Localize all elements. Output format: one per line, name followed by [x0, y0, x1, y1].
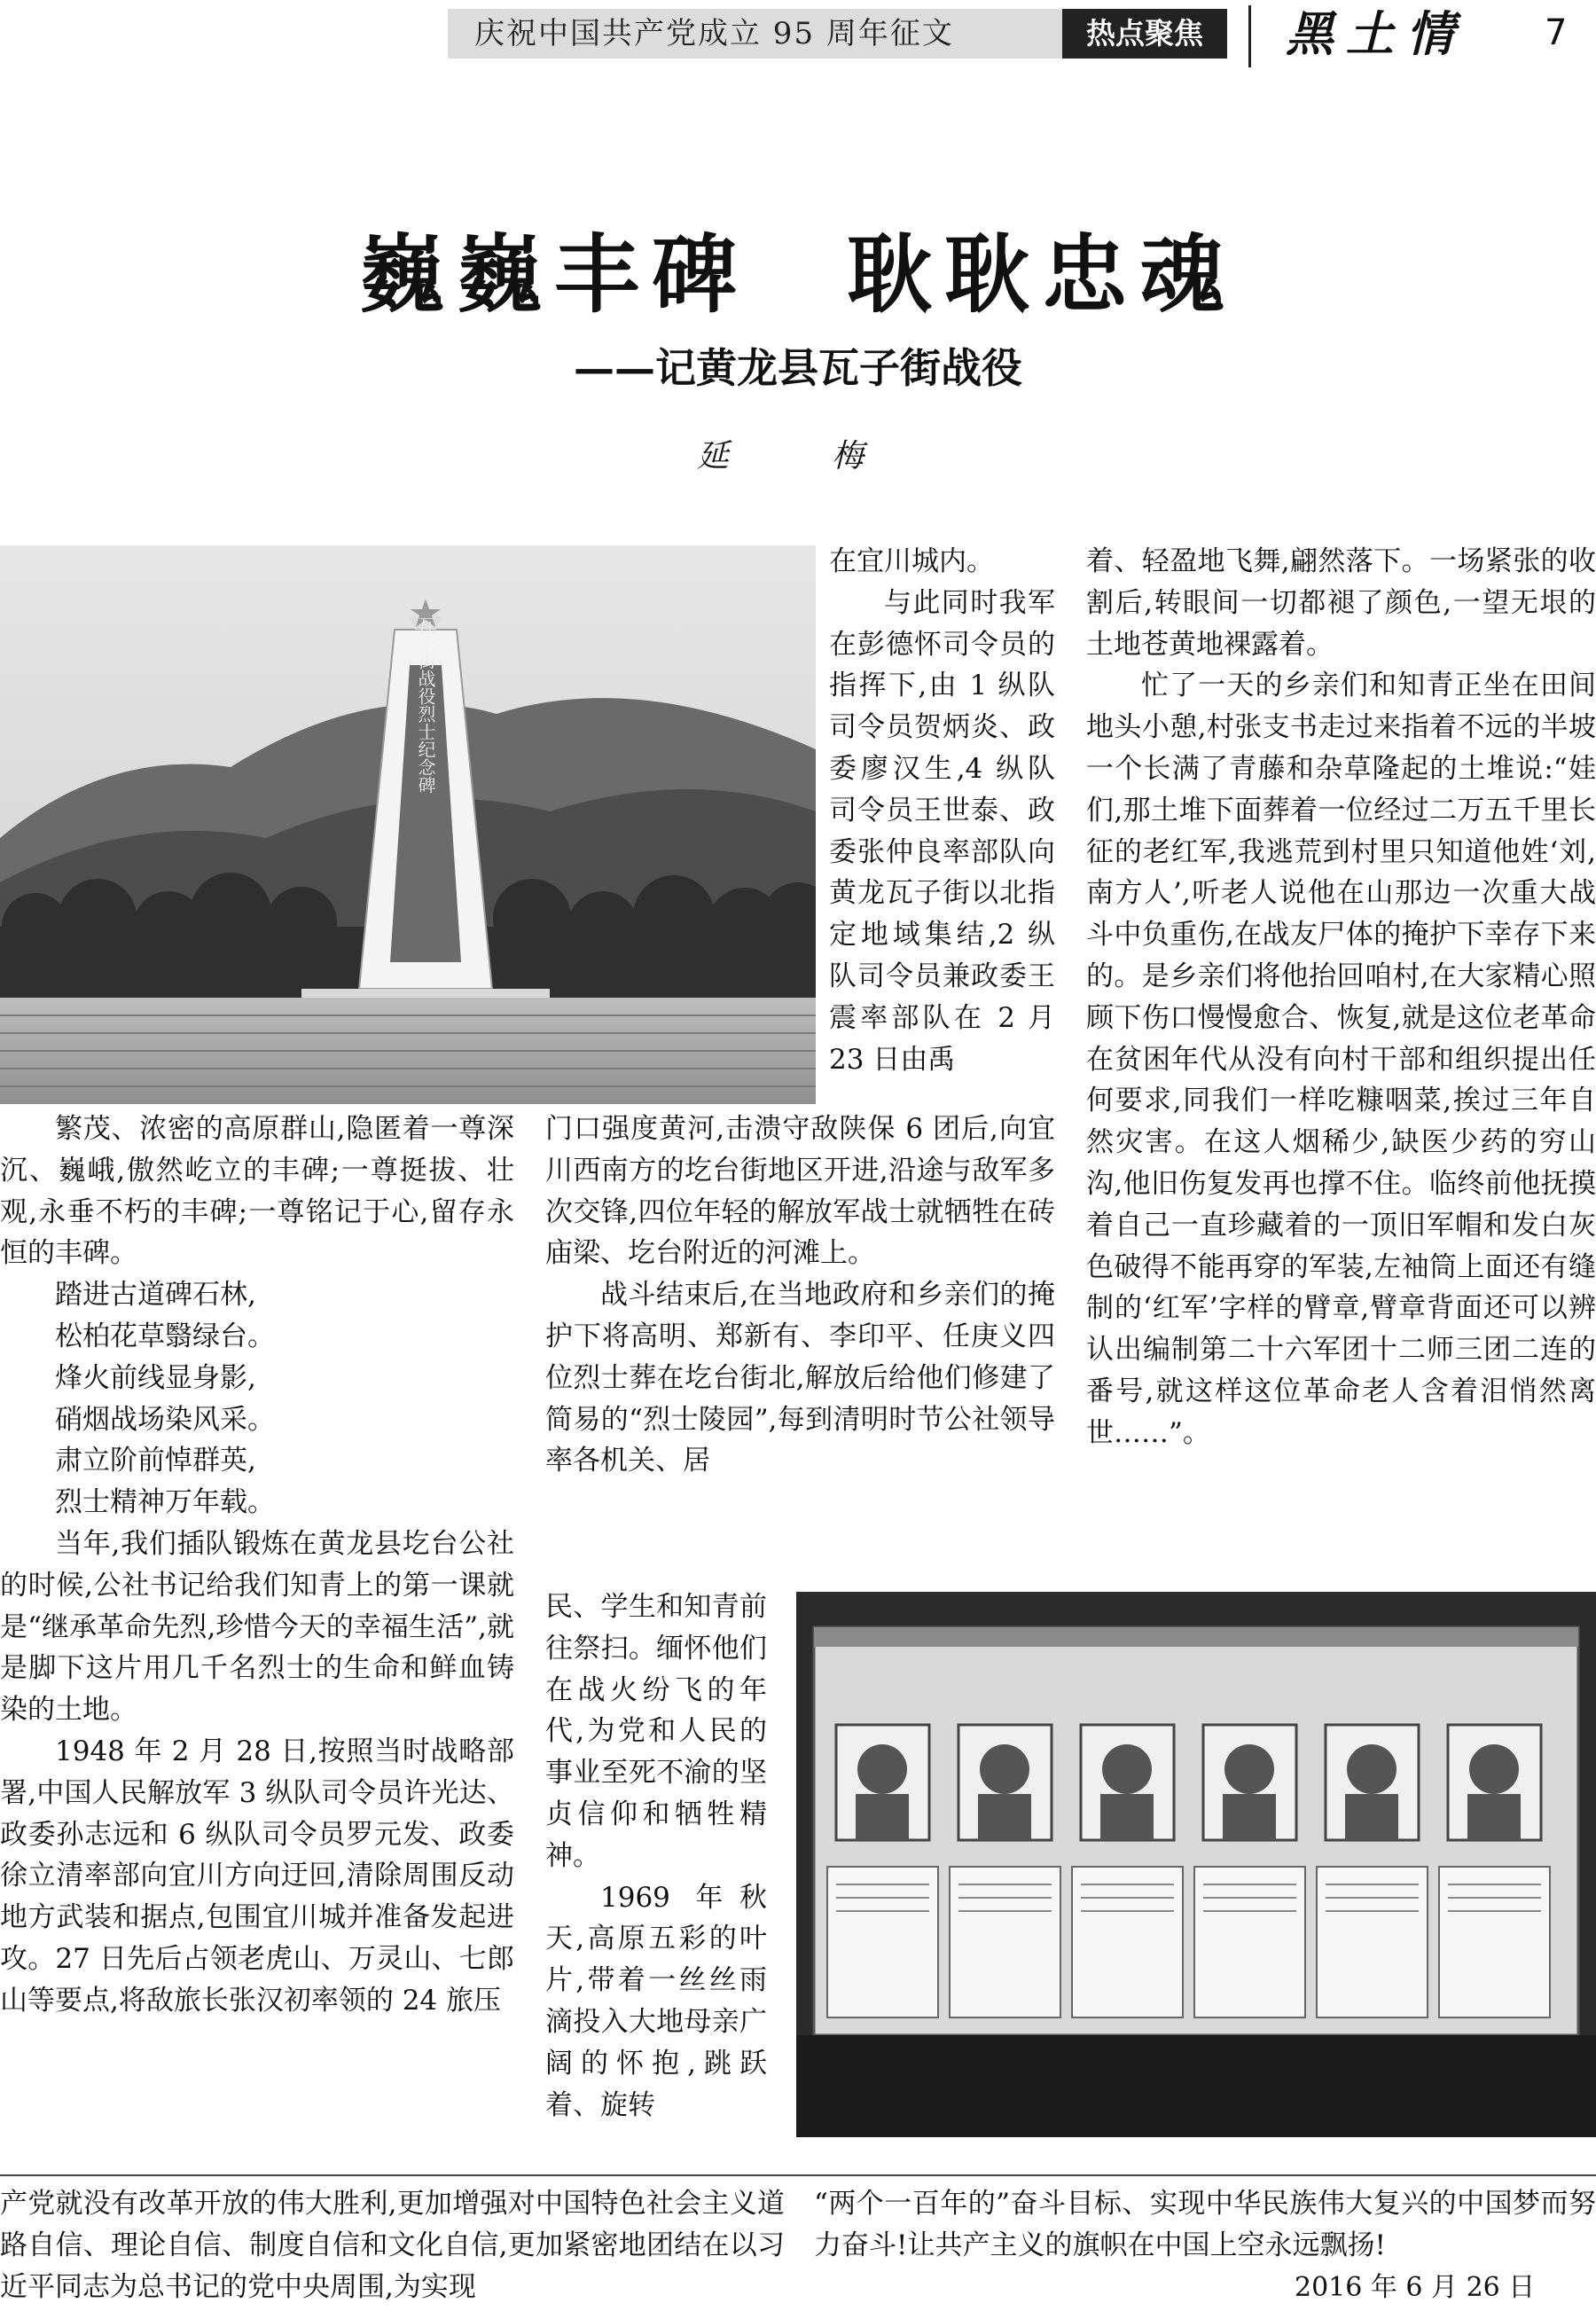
paragraph: 门口强度黄河,击溃守敌陕保 6 团后,向宜川西南方的圪台街地区开进,沿途与敌军多次交锋,四位年轻的解放军战士就牺牲在砖庙梁、圪台附近的河滩上。 — [545, 1113, 1055, 1270]
page-number: 7 — [1545, 12, 1568, 53]
paragraph: 1948 年 2 月 28 日,按照当时战略部署,中国人民解放军 3 纵队司令员许光达、政委孙志远和 6 纵队司令员罗元发、政委徐立清率部向宜川方向迂回,清除周围反动地方武装和据点,包围宜川城并准备发起进攻。27 日先后占领老虎山、万灵山、七郎山等要点,将敌旅长张汉初率领的 24 旅压 — [0, 1735, 514, 2017]
column-2-bottom — [545, 1586, 767, 2126]
paragraph: 产党就没有改革开放的伟大胜利,更加增强对中国特色社会主义道路自信、理论自信、制度自信和文化自信,更加紧密地团结在以习近平同志为总书记的党中央周围,为实现 — [0, 2188, 785, 2303]
column-1 — [0, 1108, 514, 2022]
verse-line: 烈士精神万年载。 — [55, 1486, 275, 1519]
article-author: 延 梅 — [696, 438, 899, 474]
column-3 — [1086, 541, 1596, 1454]
verse-line: 肃立阶前悼群英, — [55, 1445, 256, 1477]
paragraph: 忙了一天的乡亲们和知青正坐在田间地头小憩,村张支书走过来指着不远的半坡一个长满了青藤和杂草隆起的土堆说:“娃们,那土堆下面葬着一位经过二万五千里长征的老红军,我逃荒到村里只知道他姓‘刘,南方人’,听老人说他在山那边一次重大战斗中负重伤,在战友尸体的掩护下幸存下来的。是乡亲们将他抬回咱村,在大家精心照顾下伤口慢慢愈合、恢复,就是这位老革命在贫困年代从没有向村干部和组织提出任何要求,同我们一样吃糠咽菜,挨过三年自然灾害。在这人烟稀少,缺医少药的穷山沟,他旧伤复发再也撑不住。临终前他抚摸着自己一直珍藏着的一顶旧军帽和发白灰色破得不能再穿的军装,左袖筒上面还有缝制的‘红军’字样的臂章,臂章背面还可以辨认出编制第二十六军团十二师三团二连的番号,就这样这位革命老人含着泪悄然离世……”。 — [1086, 670, 1596, 1449]
article-title: 巍巍丰碑 耿耿忠魂 — [359, 225, 1237, 325]
section-tag: 热点聚焦 — [1062, 9, 1227, 59]
paragraph: 在宜川城内。 — [829, 545, 994, 577]
verse-line: 松柏花草翳绿台。 — [55, 1320, 275, 1352]
paragraph: 战斗结束后,在当地政府和乡亲们的掩护下将高明、郑新有、李印平、任庚义四位烈士葬在圪台街北,解放后给他们修建了简易的“烈士陵园”,每到清明时节公社领导率各机关、居 — [545, 1279, 1055, 1477]
memorial-inscription: 瓦子街战役烈士纪念碑 — [415, 616, 436, 794]
closing-right — [814, 2183, 1596, 2267]
paragraph: 1969 年秋天,高原五彩的叶片,带着一丝丝雨滴投入大地母亲广阔的怀抱,跳跃着、旋转 — [545, 1881, 767, 2121]
column-2-middle — [545, 1108, 1055, 1482]
paragraph: 民、学生和知青前往祭扫。缅怀他们在战火纷飞的年代,为党和人民的事业至死不渝的坚贞信仰和牺牲精神。 — [545, 1591, 767, 1872]
brand-logo: 黑土情 — [1286, 5, 1467, 62]
bottom-divider — [0, 2174, 1596, 2176]
publish-date: 2016 年 6 月 26 日 — [1295, 2272, 1536, 2303]
paragraph: “两个一百年的”奋斗目标、实现中华民族伟大复兴的中国梦而努力奋斗!让共产主义的旗帜在中国上空永远飘扬! — [814, 2188, 1596, 2261]
verse-line: 烽火前线显身影, — [55, 1361, 256, 1394]
article-subtitle: ——记黄龙县瓦子街战役 — [574, 344, 1022, 392]
exhibition-photo — [796, 1592, 1596, 2137]
memorial-photo — [0, 545, 816, 1104]
paragraph: 当年,我们插队锻炼在黄龙县圪台公社的时候,公社书记给我们知青上的第一课就是“继承革命先烈,珍惜今天的幸福生活”,就是脚下这片用几千名烈士的生命和鲜血铸染的土地。 — [0, 1527, 514, 1727]
verse-line: 踏进古道碑石林, — [55, 1279, 256, 1312]
paragraph: 繁茂、浓密的高原群山,隐匿着一尊深沉、巍峨,傲然屹立的丰碑;一尊挺拔、壮观,永垂不朽的丰碑;一尊铭记于心,留存永恒的丰碑。 — [0, 1113, 514, 1270]
verse-line: 硝烟战场染风采。 — [55, 1403, 275, 1436]
paragraph: 着、轻盈地飞舞,翩然落下。一场紧张的收割后,转眼间一切都褪了颜色,一望无垠的土地苍黄地裸露着。 — [1086, 545, 1596, 661]
paragraph: 与此同时我军在彭德怀司令员的指挥下,由 1 纵队司令员贺炳炎、政委廖汉生,4 纵队司令员王世泰、政委张仲良率部队向黄龙瓦子街以北指定地域集结,2 纵队司令员兼政委王震率部队在 2 月 23 日由禹 — [829, 586, 1055, 1076]
column-2-top — [829, 541, 1055, 1080]
column-title: 庆祝中国共产党成立 95 周年征文 — [474, 16, 954, 51]
closing-left — [0, 2183, 785, 2307]
header-divider — [1248, 5, 1251, 67]
